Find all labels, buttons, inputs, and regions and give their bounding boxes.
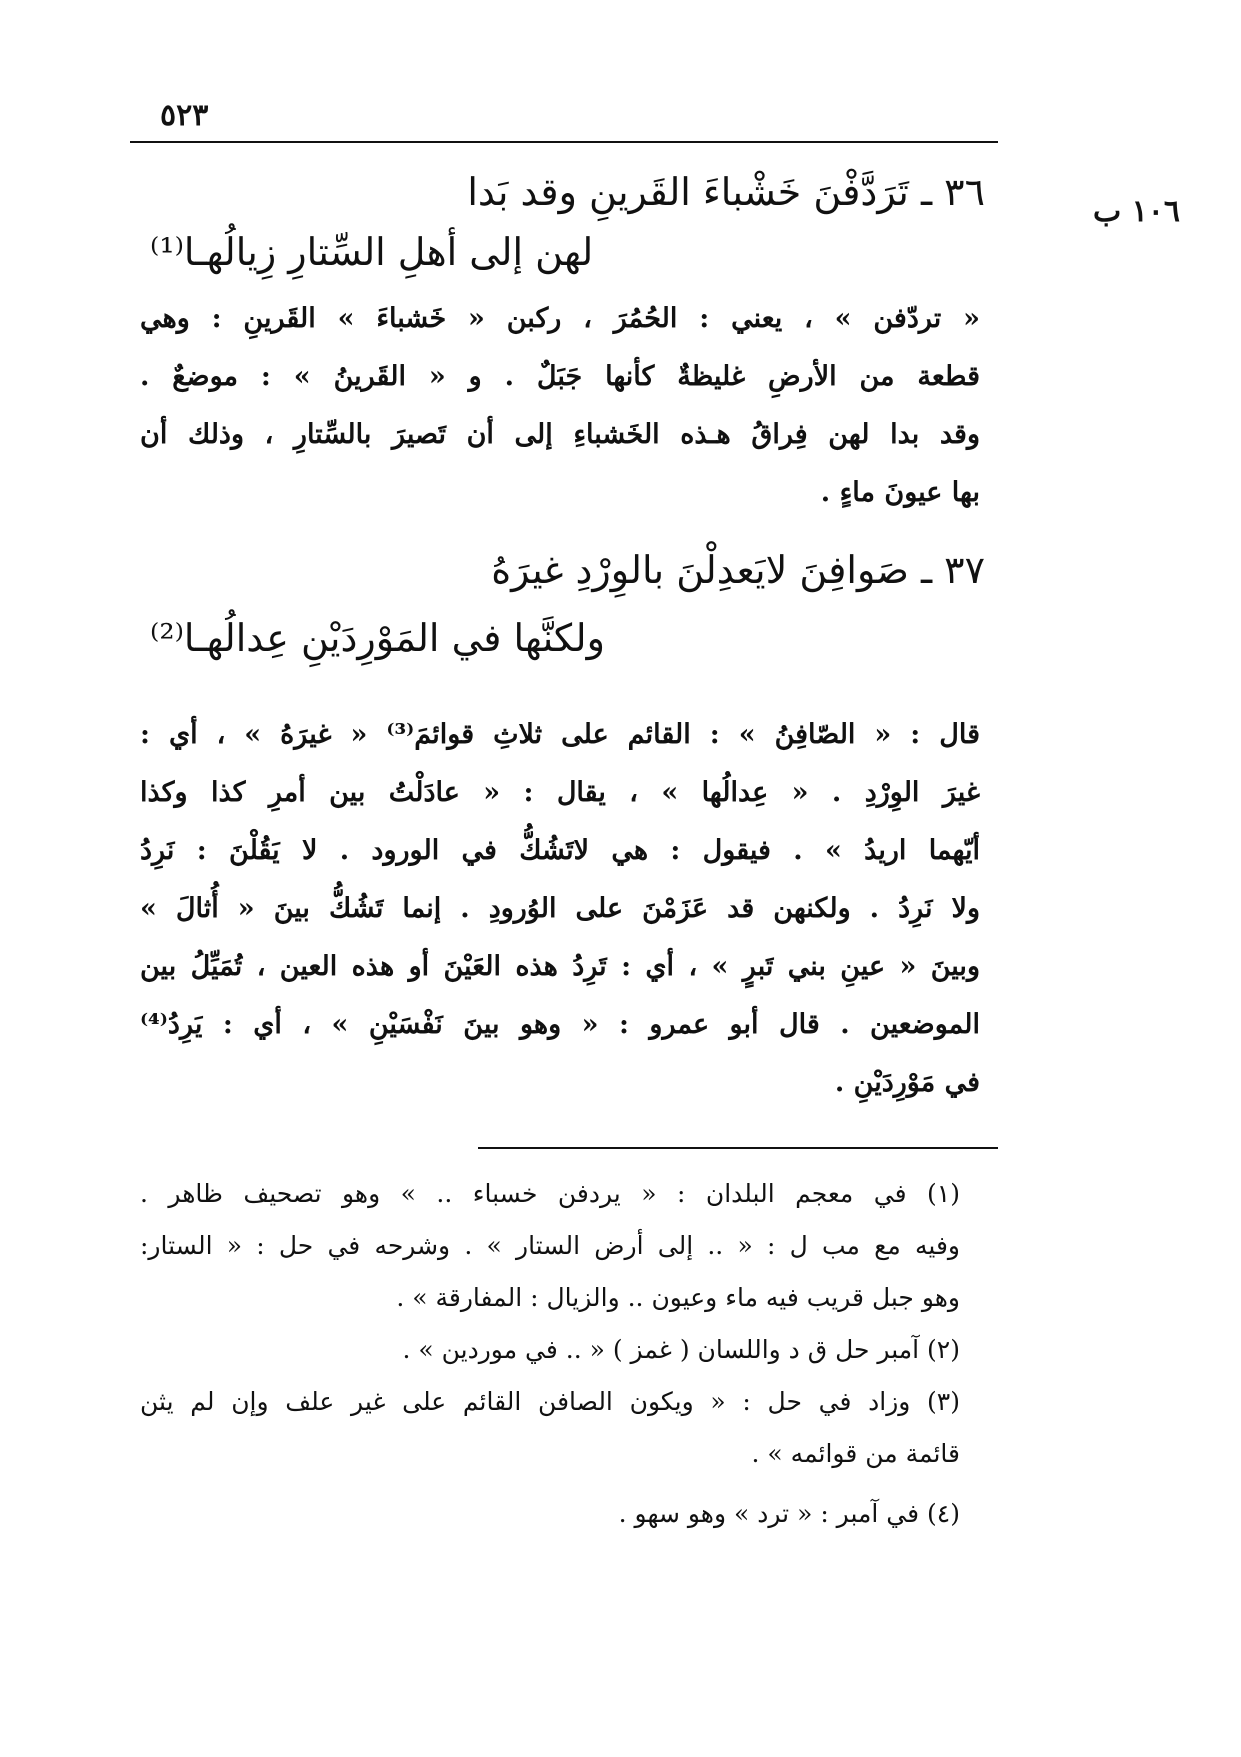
commentary-37-line: في مَوْرِدَيْنِ . xyxy=(834,1067,980,1098)
page-number: ٥٢٣ xyxy=(160,98,209,133)
footnote-line: (٤) في آمبر : « ترد » وهو سهو . xyxy=(618,1499,960,1528)
commentary-37-line: وبينَ « عينِ بني تَبرٍ » ، أي : تَرِدُ هذه العَيْنَ أو هذه العين ، تُمَيِّلُ بين xyxy=(140,951,980,982)
footnote-line: (٣) وزاد في حل : « ويكون الصافن القائم على غير علف وإن لم يثن xyxy=(140,1387,960,1416)
footnote-rule xyxy=(478,1147,998,1149)
header-rule xyxy=(130,141,998,143)
commentary-37-line: قال : « الصّافِنُ » : القائم على ثلاثِ قوائمَ⁽³⁾ « غيرَهُ » ، أي : xyxy=(140,719,980,750)
verse-36-second-hemistich: لهن إلى أهلِ السِّتارِ زِيالُهـا⁽¹⁾ xyxy=(150,230,594,274)
verse-37-second-hemistich: ولكنَّها في المَوْرِدَيْنِ عِدالُهـا⁽²⁾ xyxy=(150,616,605,660)
commentary-36-line: وقد بدا لهن فِراقُ هـذه الخَشباءِ إلى أن تَصيرَ بالسِّتارِ ، وذلك أن xyxy=(140,419,980,450)
footnote-line: وهو جبل قريب فيه ماء وعيون .. والزيال : المفارقة » . xyxy=(396,1283,960,1312)
verse-37-first-hemistich: ٣٧ ـ صَوافِنَ لايَعدِلْنَ بالوِرْدِ غيرَهُ xyxy=(491,548,985,592)
footnote-line: وفيه مع مب ل : « .. إلى أرض الستار » . وشرحه في حل : « الستار: xyxy=(140,1231,960,1260)
commentary-36-line: قطعة من الأرضِ غليظةٌ كأنها جَبَلٌ . و « القَرينُ » : موضعٌ . xyxy=(140,361,980,392)
commentary-37-line: غيرَ الوِرْدِ . « عِدالُها » ، يقال : « عادَلْتُ بين أمرِ كذا وكذا xyxy=(140,777,980,808)
footnote-line: قائمة من قوائمه » . xyxy=(751,1439,960,1468)
commentary-36-line: « تردّفن » ، يعني : الحُمُرَ ، ركبن « خَشباءَ » القَرينِ : وهي xyxy=(140,303,980,334)
commentary-37-line: أيّهما اريدُ » . فيقول : هي لاتَشُكُّ في الورود . لا يَقُلْنَ : نَرِدُ xyxy=(140,835,980,866)
commentary-37-line: الموضعين . قال أبو عمرو : « وهو بينَ نَفْسَيْنِ » ، أي : يَرِدُ⁽⁴⁾ xyxy=(140,1009,980,1040)
verse-36-first-hemistich: ٣٦ ـ تَرَدَّفْنَ خَشْباءَ القَرينِ وقد بَدا xyxy=(467,170,985,214)
footnote-line: (٢) آمبر حل ق د واللسان ( غمز ) « .. في موردين » . xyxy=(402,1335,960,1364)
commentary-36-line: بها عيونَ ماءٍ . xyxy=(820,477,980,508)
manuscript-folio-reference: ١٠٦ ب xyxy=(1092,194,1180,229)
footnote-line: (١) في معجم البلدان : « يردفن خسباء .. » وهو تصحيف ظاهر . xyxy=(140,1179,960,1208)
commentary-37-line: ولا نَرِدُ . ولكنهن قد عَزَمْنَ على الوُرودِ . إنما تَشُكُّ بينَ « أُثالَ » xyxy=(140,893,980,924)
